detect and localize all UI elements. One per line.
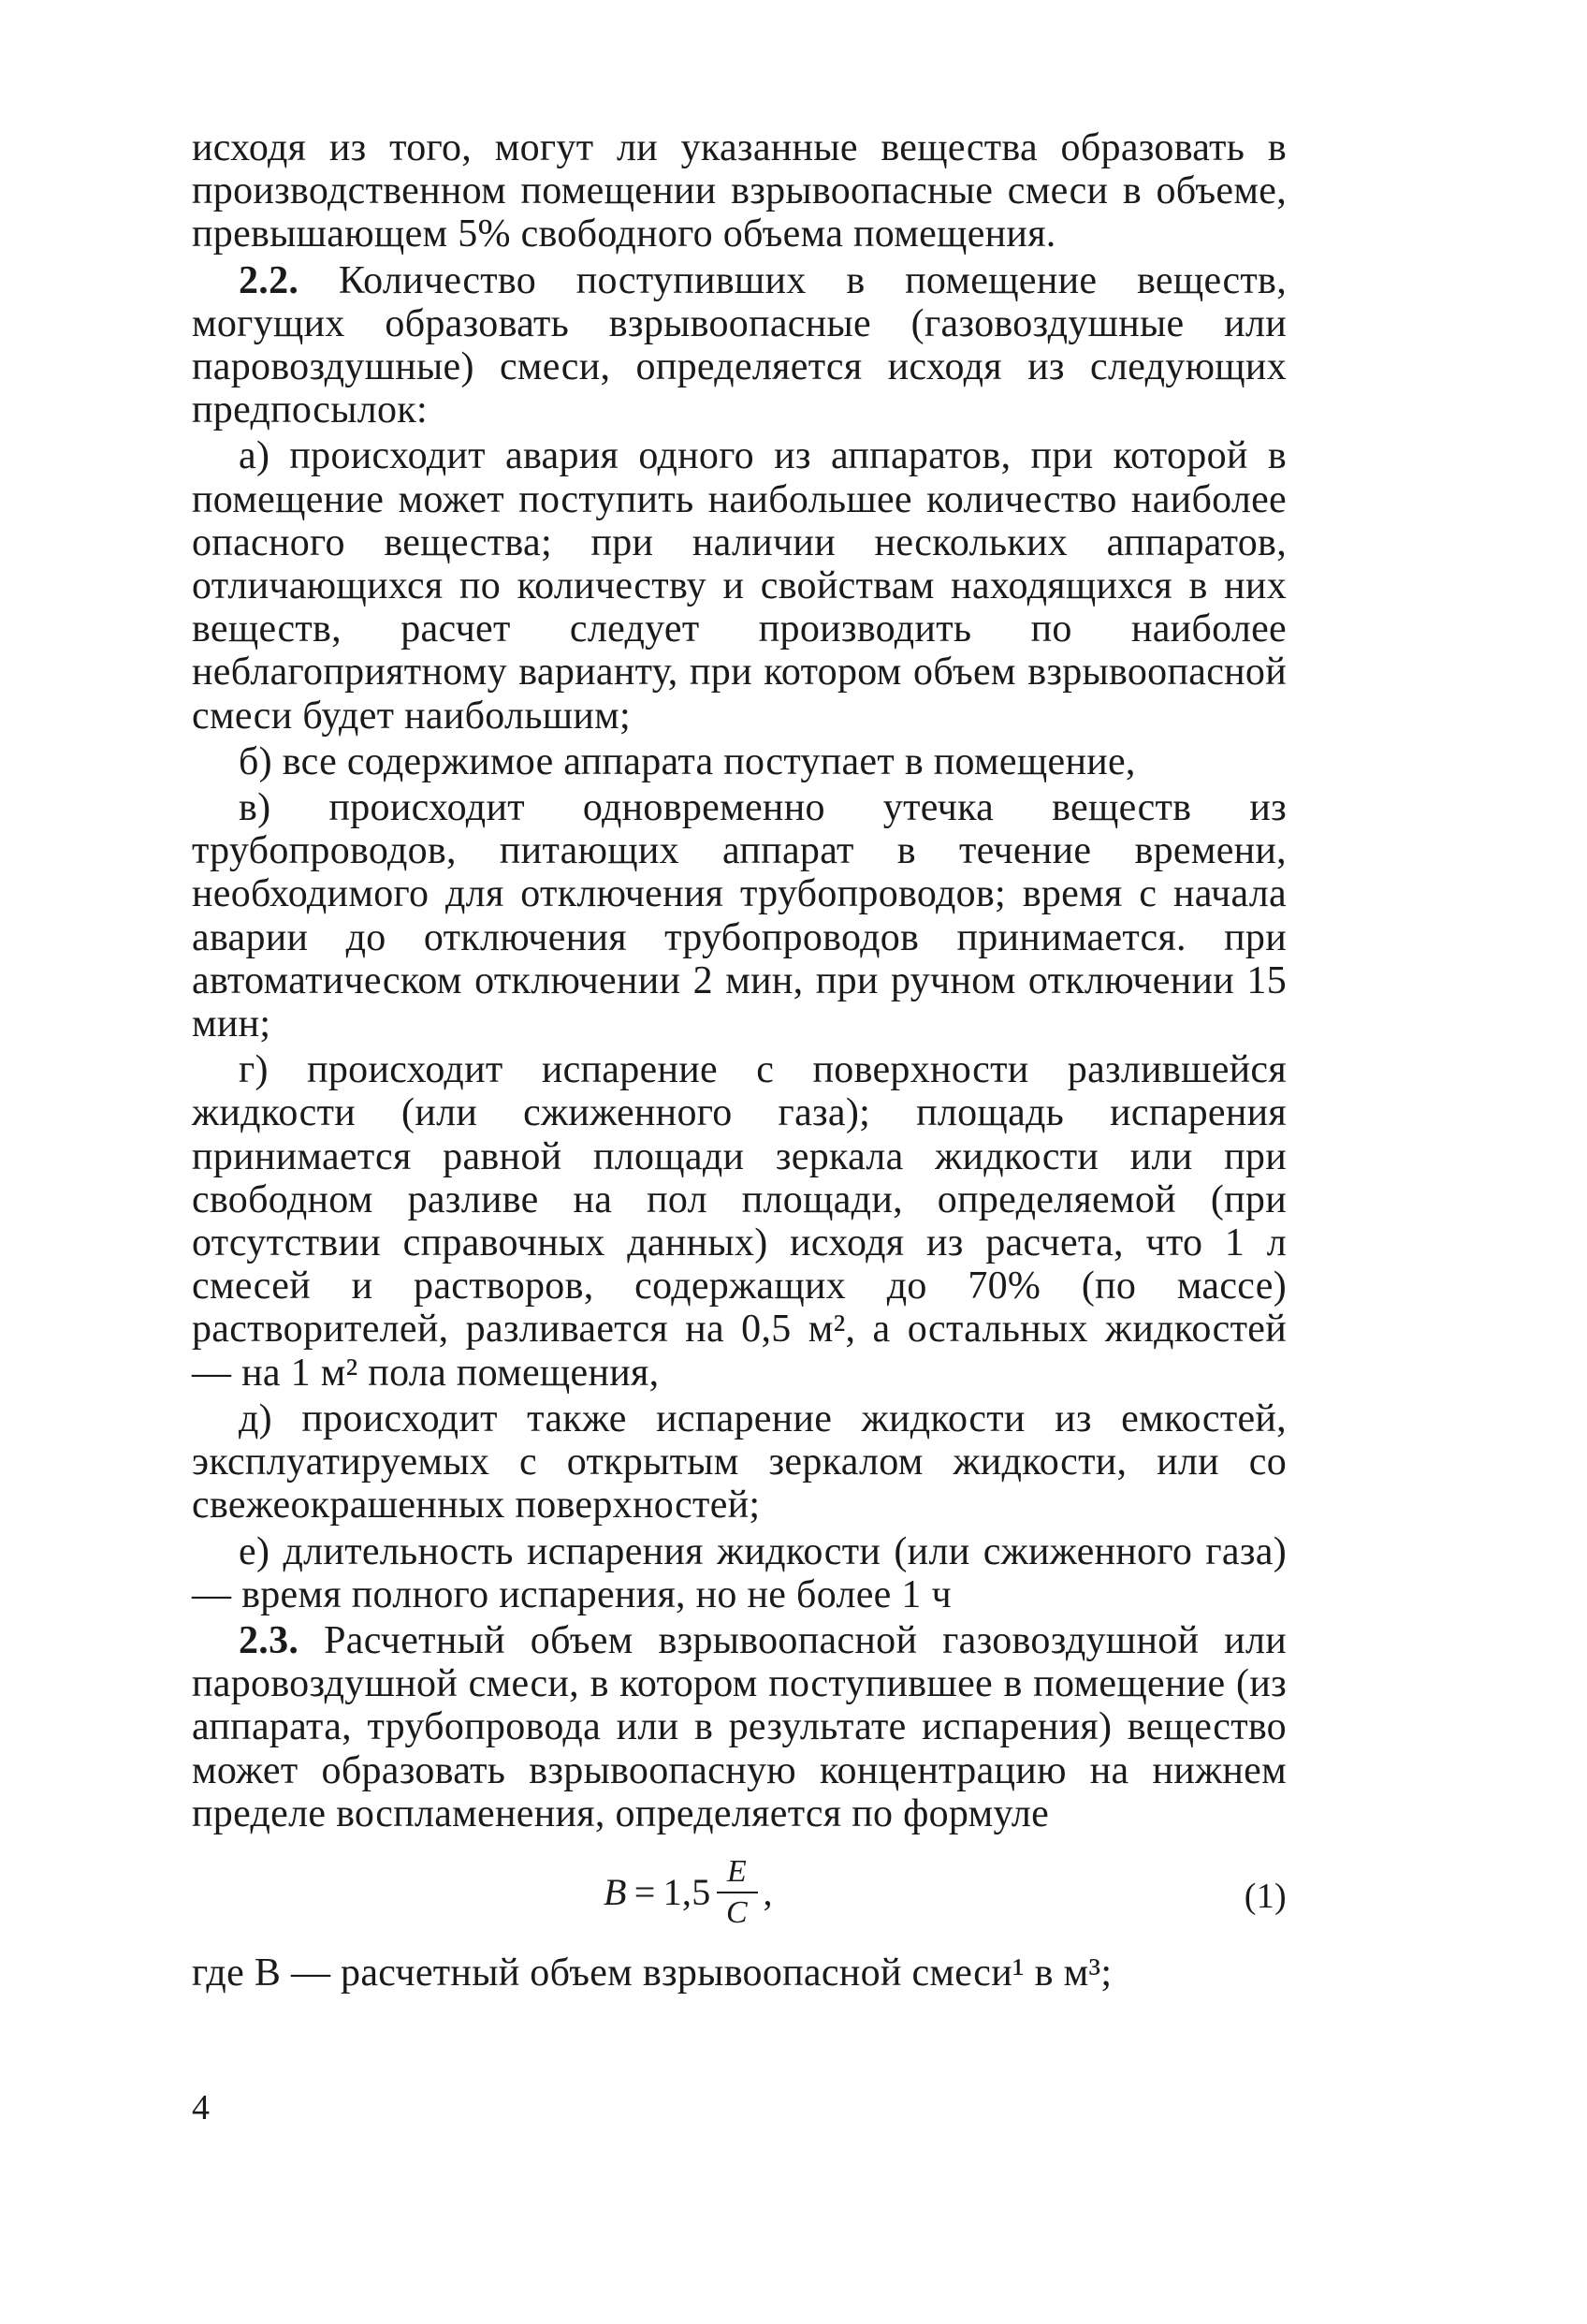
formula-lhs: B xyxy=(604,1870,627,1913)
closing-line xyxy=(192,1951,1287,1995)
paragraph-text: в) происходит одновременно утечка веществ из трубопроводов, питающих аппарат в течение времени, необходимого для отключения трубопроводов; время с начала аварии до отключения трубопроводов принимается. при автоматическом отключении 2 мин, при ручном отключении 15 мин; xyxy=(192,786,1287,1046)
formula-fraction xyxy=(717,1852,758,1933)
list-item-d xyxy=(192,1397,1287,1527)
paragraph-2-2 xyxy=(192,259,1287,432)
section-number: 2.2. xyxy=(239,258,299,302)
formula-coefficient: 1,5 xyxy=(662,1870,711,1913)
formula-block xyxy=(192,1841,1287,1951)
list-item-b xyxy=(192,740,1287,783)
page-body xyxy=(192,126,1287,1995)
paragraph-text: Расчетный объем взрывоопасной газовоздушной или паровоздушной смеси, в котором поступившее в помещение (из аппарата, трубопровода или в результате испарения) вещество может образовать взрывоопасную концентрацию на нижнем пределе воспламенения, определяется по формуле xyxy=(192,1618,1287,1835)
paragraph-text: д) происходит также испарение жидкости из емкостей, эксплуатируемых с открытым зеркалом жидкости, или со свежеокрашенных поверхностей; xyxy=(192,1396,1287,1527)
list-item-v xyxy=(192,786,1287,1045)
page-number: 4 xyxy=(192,2088,210,2127)
formula-numerator: E xyxy=(726,1853,748,1889)
paragraph-intro xyxy=(192,126,1287,256)
formula-equals: = xyxy=(633,1870,656,1913)
paragraph-text: Количество поступивших в помещение веществ, могущих образовать взрывоопасные (газовоздушные или паровоздушные) смеси, определяется исходя из следующих предпосылок: xyxy=(192,258,1287,432)
formula xyxy=(604,1852,773,1933)
section-number: 2.3. xyxy=(239,1618,299,1662)
closing-line-text: где B — расчетный объем взрывоопасной смеси¹ в м³; xyxy=(192,1951,1113,1995)
paragraph-text: а) происходит авария одного из аппаратов, при которой в помещение может поступить наибольшее количество наиболее опасного вещества; при наличии нескольких аппаратов, отличающихся по количеству и свойствам находящихся в них веществ, расчет следует производить по наиболее неблагоприятному варианту, при котором объем взрывоопасной смеси будет наибольшим; xyxy=(192,434,1287,738)
paragraph-text: е) длительность испарения жидкости (или сжиженного газа) — время полного испарения, но не более 1 ч xyxy=(192,1529,1287,1616)
paragraph-text: б) все содержимое аппарата поступает в помещение, xyxy=(239,739,1136,783)
list-item-g xyxy=(192,1048,1287,1395)
formula-trailing: , xyxy=(763,1870,773,1913)
formula-denominator: C xyxy=(726,1894,748,1930)
list-item-a xyxy=(192,434,1287,737)
formula-number: (1) xyxy=(1244,1876,1287,1916)
paragraph-2-3 xyxy=(192,1619,1287,1835)
list-item-e xyxy=(192,1530,1287,1616)
paragraph-text: г) происходит испарение с поверхности разлившейся жидкости (или сжиженного газа); площадь испарения принимается равной площади зеркала жидкости или при свободном разливе на пол площади, определяемой (при отсутствии справочных данных) исходя из расчета, что 1 л смесей и растворов, содержащих до 70% (по массе) растворителей, разливается на 0,5 м², а остальных жидкостей — на 1 м² пола помещения, xyxy=(192,1048,1287,1395)
paragraph-text: исходя из того, могут ли указанные вещества образовать в производственном помещении взрывоопасные смеси в объеме, превышающем 5% свободного объема помещения. xyxy=(192,126,1287,256)
